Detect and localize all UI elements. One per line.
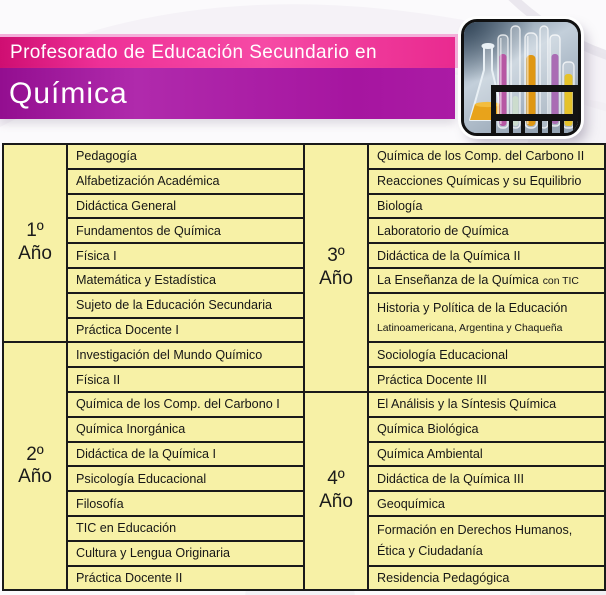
year-number: 1º xyxy=(26,220,44,242)
chemistry-glassware-image xyxy=(464,22,578,133)
subject-name: Fundamentos de Química xyxy=(76,223,221,238)
subject-cell xyxy=(68,368,305,393)
subject-cell xyxy=(68,542,305,567)
subject-name: Sujeto de la Educación Secundaria xyxy=(76,298,273,313)
subject-name: Pedagogía xyxy=(76,149,137,164)
subject-cell xyxy=(68,269,305,294)
subject-name: Investigación del Mundo Químico xyxy=(76,347,263,362)
subject-name: Química Biológica xyxy=(377,422,479,437)
subject-cell xyxy=(369,517,606,567)
year-word: Año xyxy=(18,466,52,488)
subject-name: Cultura y Lengua Originaria xyxy=(76,546,231,561)
subject-name: Geoquímica xyxy=(377,496,445,511)
subject-cell xyxy=(68,467,305,492)
subject-cell xyxy=(68,244,305,269)
subject-cell xyxy=(68,319,305,344)
subject-cell xyxy=(68,443,305,468)
subject-cell xyxy=(68,195,305,220)
subject-name: Práctica Docente I xyxy=(76,322,179,337)
program-line: Profesorado de Educación Secundario en xyxy=(10,41,377,63)
subject-name: Práctica Docente III xyxy=(377,372,487,387)
subject-name: La Enseñanza de la Química con TIC xyxy=(377,273,579,288)
subject-name: Matemática y Estadística xyxy=(76,273,216,288)
subject-cell xyxy=(369,443,606,468)
subject-cell xyxy=(369,567,606,592)
subject-name: TIC en Educación xyxy=(76,521,177,536)
year-word: Año xyxy=(319,267,353,289)
subject-cell xyxy=(68,145,305,170)
subject-name: Laboratorio de Química xyxy=(377,223,509,238)
subject-cell xyxy=(369,418,606,443)
subject-cell xyxy=(369,467,606,492)
subject-cell xyxy=(68,170,305,195)
subject-cell xyxy=(369,219,606,244)
subject-cell xyxy=(68,294,305,319)
subject-cell xyxy=(369,368,606,393)
subject-name: Sociología Educacional xyxy=(377,347,508,362)
subject-cell xyxy=(369,195,606,220)
year-word: Año xyxy=(319,491,353,513)
subject-cell xyxy=(68,343,305,368)
subject-name: Práctica Docente II xyxy=(76,570,183,585)
subject-cell xyxy=(369,244,606,269)
banner-strip-program xyxy=(0,34,458,68)
year-number: 4º xyxy=(327,468,345,490)
subject-name-suffix: con TIC xyxy=(542,276,579,288)
subject-cell xyxy=(369,145,606,170)
year-column-group xyxy=(305,145,606,591)
subject-name: Formación en Derechos Humanos, xyxy=(377,523,573,538)
subject-name-line2: Ética y Ciudadanía xyxy=(377,544,483,559)
year-label xyxy=(4,145,68,343)
subject-cell xyxy=(68,418,305,443)
subject-name: Didáctica de la Química III xyxy=(377,471,524,486)
subject-title: Química xyxy=(9,76,128,110)
subject-name: Química de los Comp. del Carbono I xyxy=(76,397,280,412)
subject-cell xyxy=(68,517,305,542)
year-number: 3º xyxy=(327,245,345,267)
chemistry-photo xyxy=(461,19,581,136)
subject-name: El Análisis y la Síntesis Química xyxy=(377,397,557,412)
subject-name: Física II xyxy=(76,372,121,387)
subject-name: Química de los Comp. del Carbono II xyxy=(377,149,585,164)
year-word: Año xyxy=(18,243,52,265)
subject-cell xyxy=(68,219,305,244)
subject-cell xyxy=(369,343,606,368)
subject-cell xyxy=(68,393,305,418)
subject-name: Biología xyxy=(377,198,423,213)
subject-name: Reacciones Químicas y su Equilibrio xyxy=(377,174,582,189)
subject-name: Filosofía xyxy=(76,496,124,511)
year-column-group xyxy=(4,145,305,591)
subject-name: Química Inorgánica xyxy=(76,422,186,437)
year-label xyxy=(4,343,68,591)
subject-name: Didáctica de la Química II xyxy=(377,248,521,263)
year-label xyxy=(305,393,369,591)
subject-name: Química Ambiental xyxy=(377,446,483,461)
subject-name-line2: Latinoamericana, Argentina y Chaqueña xyxy=(377,322,563,334)
subject-name: Psicología Educacional xyxy=(76,471,207,486)
subject-cell xyxy=(369,269,606,294)
subject-cell xyxy=(68,492,305,517)
subject-name: Alfabetización Académica xyxy=(76,174,220,189)
subject-name: Didáctica de la Química I xyxy=(76,446,216,461)
subject-cell xyxy=(68,567,305,592)
year-label xyxy=(305,145,369,393)
subject-name: Física I xyxy=(76,248,117,263)
subject-name: Residencia Pedagógica xyxy=(377,570,510,585)
subject-name: Didáctica General xyxy=(76,198,177,213)
subject-cell xyxy=(369,393,606,418)
banner-strip-subject xyxy=(0,68,455,119)
subject-name: Historia y Política de la Educación xyxy=(377,301,568,316)
subject-cell xyxy=(369,492,606,517)
curriculum-table xyxy=(2,143,606,591)
subject-cell xyxy=(369,170,606,195)
year-number: 2º xyxy=(26,443,44,465)
subject-cell xyxy=(369,294,606,344)
